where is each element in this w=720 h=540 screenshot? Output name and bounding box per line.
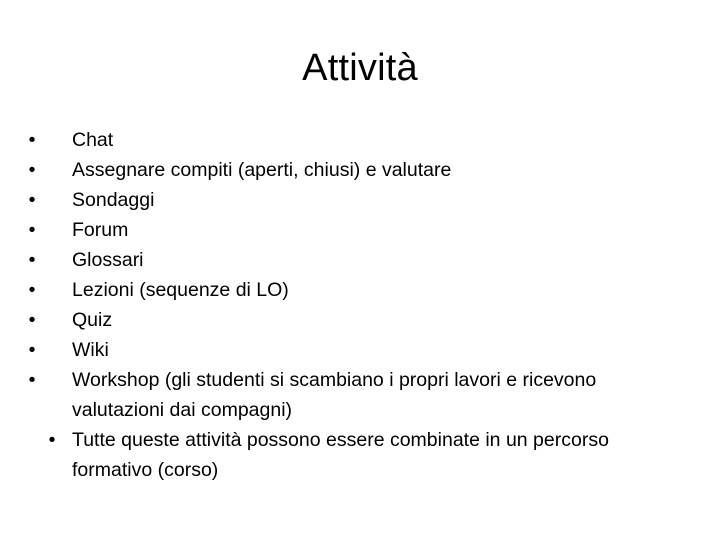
bullet-item-sondaggi bbox=[26, 185, 666, 215]
bullet-icon: • bbox=[48, 429, 56, 451]
bullet-item-wiki bbox=[26, 335, 666, 365]
bullet-item-glossari bbox=[26, 245, 666, 275]
bullet-text: Sondaggi bbox=[72, 189, 155, 211]
bullet-icon: • bbox=[28, 189, 36, 211]
bullet-item-summary bbox=[46, 425, 666, 485]
bullet-list bbox=[26, 125, 666, 485]
bullet-item-forum bbox=[26, 215, 666, 245]
bullet-item-lezioni bbox=[26, 275, 666, 305]
bullet-icon: • bbox=[28, 369, 36, 391]
bullet-item-chat bbox=[26, 125, 666, 155]
bullet-text: Workshop (gli studenti si scambiano i propri lavori e ricevono valutazioni dai compagni) bbox=[72, 369, 597, 421]
bullet-icon: • bbox=[28, 249, 36, 271]
bullet-item-workshop bbox=[26, 365, 666, 425]
bullet-text: Assegnare compiti (aperti, chiusi) e valutare bbox=[72, 159, 452, 181]
bullet-text: Chat bbox=[72, 129, 114, 151]
bullet-text: Tutte queste attività possono essere combinate in un percorso formativo (corso) bbox=[72, 429, 609, 481]
slide-title: Attività bbox=[302, 47, 418, 89]
bullet-text: Lezioni (sequenze di LO) bbox=[72, 279, 289, 301]
bullet-icon: • bbox=[28, 129, 36, 151]
bullet-icon: • bbox=[28, 219, 36, 241]
bullet-text: Glossari bbox=[72, 249, 144, 271]
bullet-icon: • bbox=[28, 279, 36, 301]
bullet-icon: • bbox=[28, 309, 36, 331]
bullet-item-quiz bbox=[26, 305, 666, 335]
bullet-text: Forum bbox=[72, 219, 129, 241]
bullet-item-assegnare-compiti bbox=[26, 155, 666, 185]
bullet-icon: • bbox=[28, 159, 36, 181]
bullet-text: Wiki bbox=[72, 339, 109, 361]
bullet-icon: • bbox=[28, 339, 36, 361]
bullet-text: Quiz bbox=[72, 309, 113, 331]
